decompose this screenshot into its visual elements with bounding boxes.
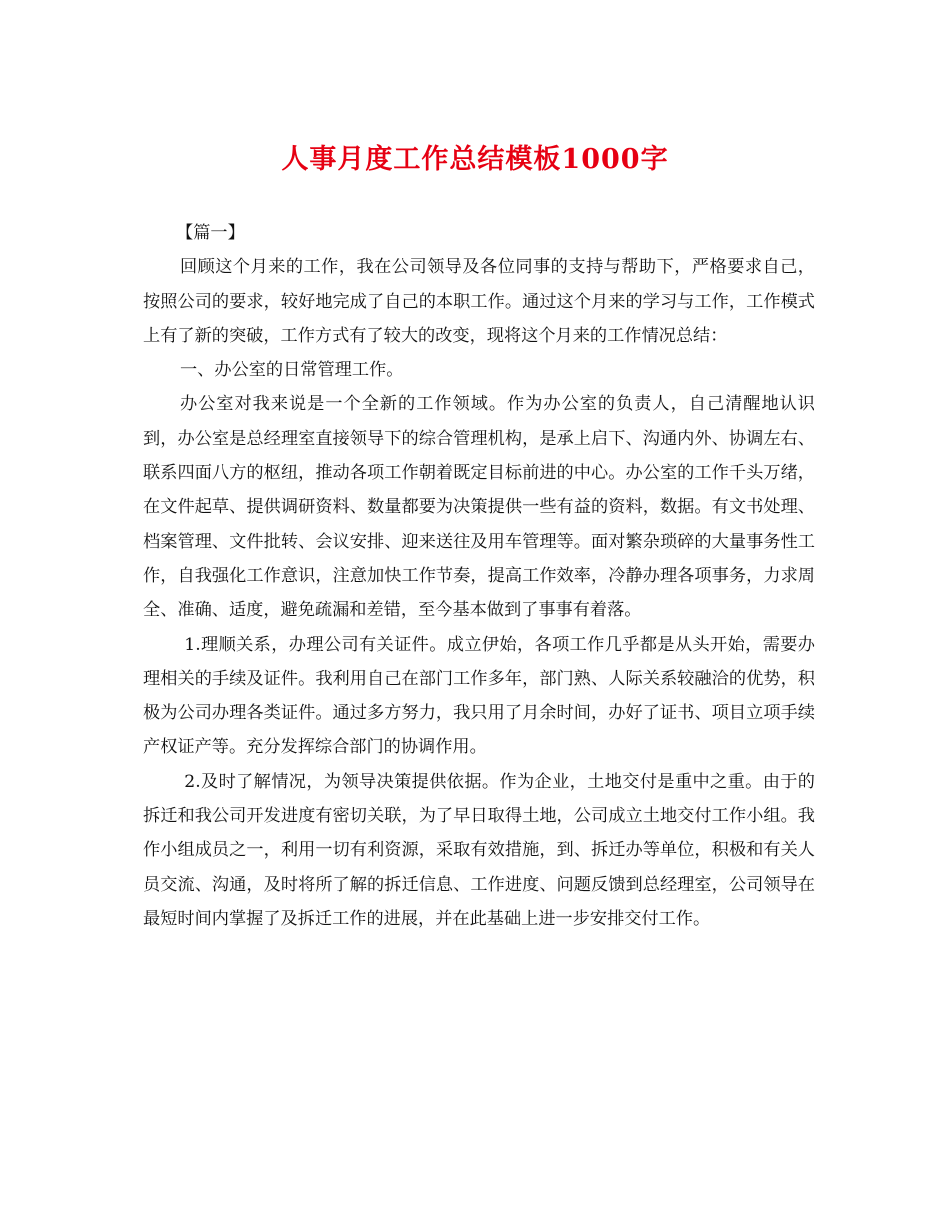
section-tag: 【篇一】: [176, 223, 245, 243]
paragraph-office: 办公室对我来说是一个全新的工作领域。作为办公室的负责人，自己清醒地认识到，办公室是总经理室直接领导下的综合管理机构，是承上启下、沟通内外、协调左右、联系四面八方的枢纽，推动各项工作朝着既定目标前进的中心。办公室的工作千头万绪，在文件起草、提供调研资料、数量都要为决策提供一些有益的资料，数据。有文书处理、档案管理、文件批转、会议安排、迎来送往及用车管理等。面对繁杂琐碎的大量事务性工作，自我强化工作意识，注意加快工作节奏，提高工作效率，冷静办理各项事务，力求周全、准确、适度，避免疏漏和差错，至今基本做到了事事有着落。: [143, 394, 815, 621]
section-heading-1: 一、办公室的日常管理工作。: [179, 360, 404, 381]
document-body: [143, 216, 815, 936]
paragraph-intro: 回顾这个月来的工作，我在公司领导及各位同事的支持与帮助下，严格要求自己，按照公司的要求，较好地完成了自己的本职工作。通过这个月来的学习与工作，工作模式上有了新的突破，工作方式有了较大的改变，现将这个月来的工作情况总结：: [143, 257, 815, 346]
paragraph-item-2: 2.及时了解情况，为领导决策提供依据。作为企业，土地交付是重中之重。由于的拆迁和我公司开发进度有密切关联，为了早日取得土地，公司成立土地交付工作小组。我作小组成员之一，利用一切有利资源，采取有效措施，到、拆迁办等单位，积极和有关人员交流、沟通，及时将所了解的拆迁信息、工作进度、问题反馈到总经理室，公司领导在最短时间内掌握了及拆迁工作的进展，并在此基础上进一步安排交付工作。: [143, 771, 815, 929]
document-title: 人事月度工作总结模板1000字: [281, 144, 669, 175]
paragraph-item-1: 1.理顺关系，办理公司有关证件。成立伊始，各项工作几乎都是从头开始，需要办理相关的手续及证件。我利用自己在部门工作多年，部门熟、人际关系较融洽的优势，积极为公司办理各类证件。通过多方努力，我只用了月余时间，办好了证书、项目立项手续产权证产等。充分发挥综合部门的协调作用。: [143, 634, 815, 758]
